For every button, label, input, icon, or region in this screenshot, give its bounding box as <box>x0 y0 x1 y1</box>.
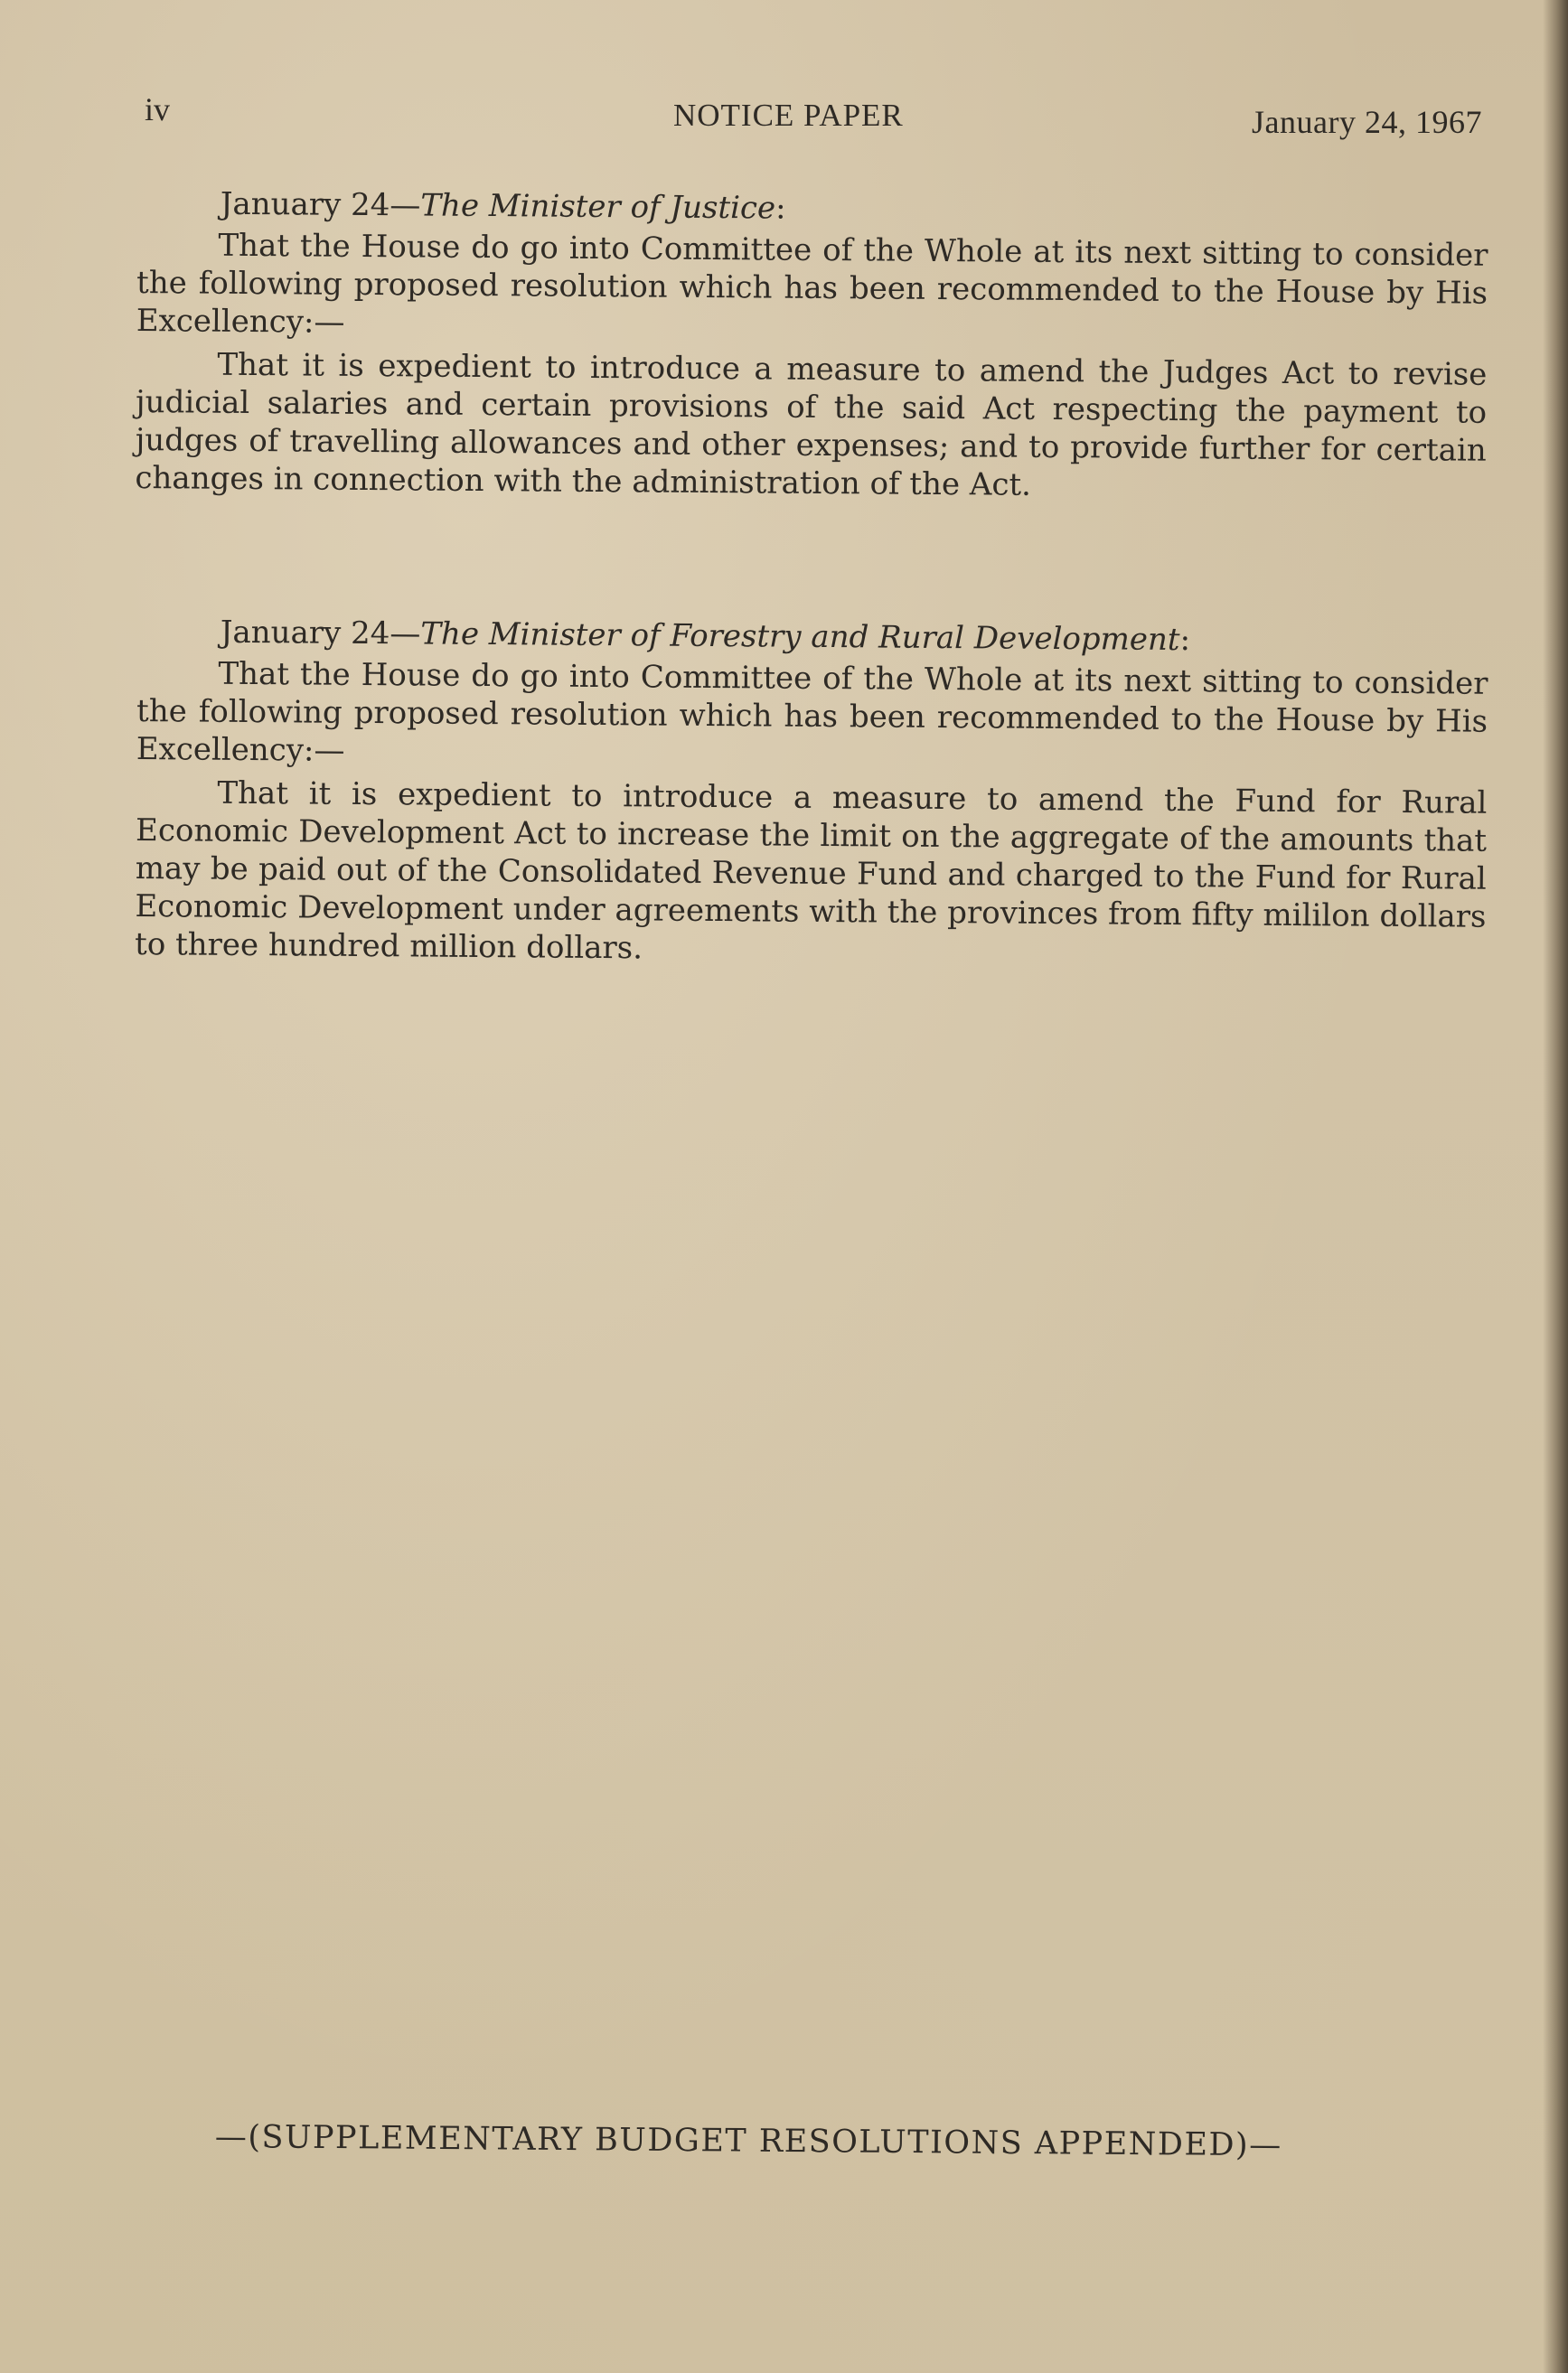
notice-resolution-paragraph: That it is expedient to introduce a measure to amend the Judges Act to revise judicial salaries and certain provisions of the said Act respecting the payment to judges of travelling allowances and other expenses; and to provide further for certain changes in connection with the administration of the Act. <box>135 346 1488 503</box>
notice-minister: The Minister of Justice <box>420 187 776 227</box>
page-edge-shadow <box>1543 0 1568 2373</box>
supplementary-budget-footer: —(SUPPLEMENTARY BUDGET RESOLUTIONS APPENDED)— <box>214 2119 1282 2164</box>
header-date: January 24, 1967 <box>1252 104 1482 140</box>
page-number: iv <box>145 91 171 127</box>
notice-minister-of-forestry <box>135 613 1488 980</box>
notice-date: January 24— <box>220 185 421 224</box>
notice-motion-paragraph: That the House do go into Committee of the Whole at its next sitting to consider the following proposed resolution which has been recommended to the House by His Excellency:— <box>136 655 1488 769</box>
notice-minister-of-justice <box>135 184 1488 513</box>
notice-resolution-paragraph: That it is expedient to introduce a measure to amend the Fund for Rural Economic Development Act to increase the limit on the aggregate of the amounts that may be paid out of the Consolidated Revenue Fund and charged to the Fund for Rural Economic Development under agreements with the provinces from fifty mililon dollars to three hundred million dollars. <box>134 774 1488 967</box>
notice-heading <box>221 614 1488 661</box>
page-header <box>145 90 1491 145</box>
notice-colon: : <box>775 190 786 227</box>
notice-date: January 24— <box>220 614 421 652</box>
header-title: NOTICE PAPER <box>673 98 904 133</box>
notice-colon: : <box>1179 622 1191 659</box>
notice-heading <box>221 185 1488 233</box>
notice-motion-paragraph: That the House do go into Committee of the Whole at its next sitting to consider the following proposed resolution which has been recommended to the House by His Excellency:— <box>136 227 1488 341</box>
notice-minister: The Minister of Forestry and Rural Development <box>420 615 1180 659</box>
